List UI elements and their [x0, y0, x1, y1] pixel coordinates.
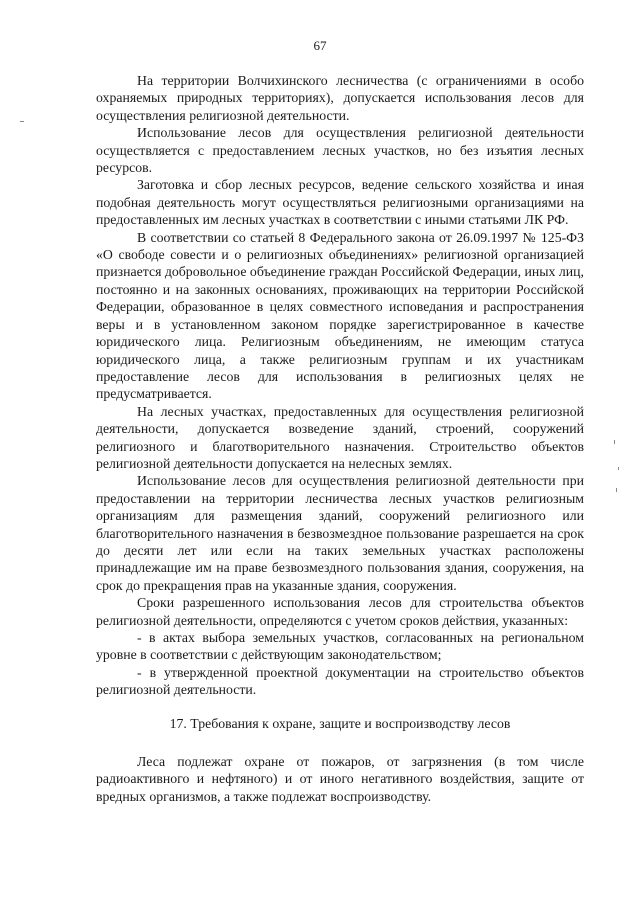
- list-item: - в утвержденной проектной документации на строительство объектов религиозной деятельности.: [96, 664, 584, 698]
- scan-mark: [614, 440, 615, 444]
- paragraph: Использование лесов для осуществления религиозной деятельности при предоставлении на территории лесничества лесных участков религиозным организациям для размещения зданий, сооружений религиозного или благотворительного назначения в безвозмездное пользование разрешается на срок до десяти лет или если на таких земельных участках расположены принадлежащие им на праве безвозмездного пользования здания, сооружения, на срок до прекращения прав на указанные здания, сооружения.: [96, 473, 584, 593]
- paragraph: Леса подлежат охране от пожаров, от загрязнения (в том числе радиоактивного и нефтяного) и от иного негативного воздействия, защите от вредных организмов, а также подлежат воспроизводству.: [96, 754, 584, 804]
- scan-mark: [618, 467, 619, 470]
- document-body: [96, 72, 584, 805]
- scan-mark: [616, 488, 617, 492]
- scan-mark: [20, 121, 24, 122]
- paragraph: На лесных участках, предоставленных для осуществления религиозной деятельности, допускается возведение зданий, строений, сооружений религиозного и благотворительного назначения. Строительство объектов религиозной деятельности допускается на нелесных землях.: [96, 403, 584, 471]
- paragraph: Сроки разрешенного использования лесов для строительства объектов религиозной деятельности, определяются с учетом сроков действия, указанных:: [96, 595, 584, 628]
- paragraph: Заготовка и сбор лесных ресурсов, ведение сельского хозяйства и иная подобная деятельность могут осуществляться религиозными организациями на предоставленных им лесных участках в соответствии с иными статьями ЛК РФ.: [96, 177, 584, 228]
- section-heading: 17. Требования к охране, защите и воспроизводству лесов: [169, 715, 511, 731]
- paragraph: На территории Волчихинского лесничества (с ограничениями в особо охраняемых природных территориях), допускается использования лесов для осуществления религиозной деятельности.: [96, 73, 584, 123]
- list-item: - в актах выбора земельных участков, согласованных на региональном уровне в соответствии с действующим законодательством;: [96, 630, 584, 663]
- paragraph: В соответствии со статьей 8 Федерального закона от 26.09.1997 № 125-ФЗ «О свободе совести и о религиозных объединениях» религиозной организацией признается добровольное объединение граждан Российской Федерации, иных лиц, постоянно и на законных основаниях, проживающих на территории Российской Федерации, образованное в целях совместного исповедания и распространения веры и в установленном законом порядке зарегистрированное в качестве юридического лица. Религиозным объединениям, не имеющим статуса юридического лица, а также религиозным группам и их участникам предоставление лесов для использования в религиозных целях не предусматривается.: [96, 229, 585, 402]
- page-number: 67: [313, 38, 327, 53]
- paragraph: Использование лесов для осуществления религиозной деятельности осуществляется с предоставлением лесных участков, но без изъятия лесных ресурсов.: [96, 125, 584, 176]
